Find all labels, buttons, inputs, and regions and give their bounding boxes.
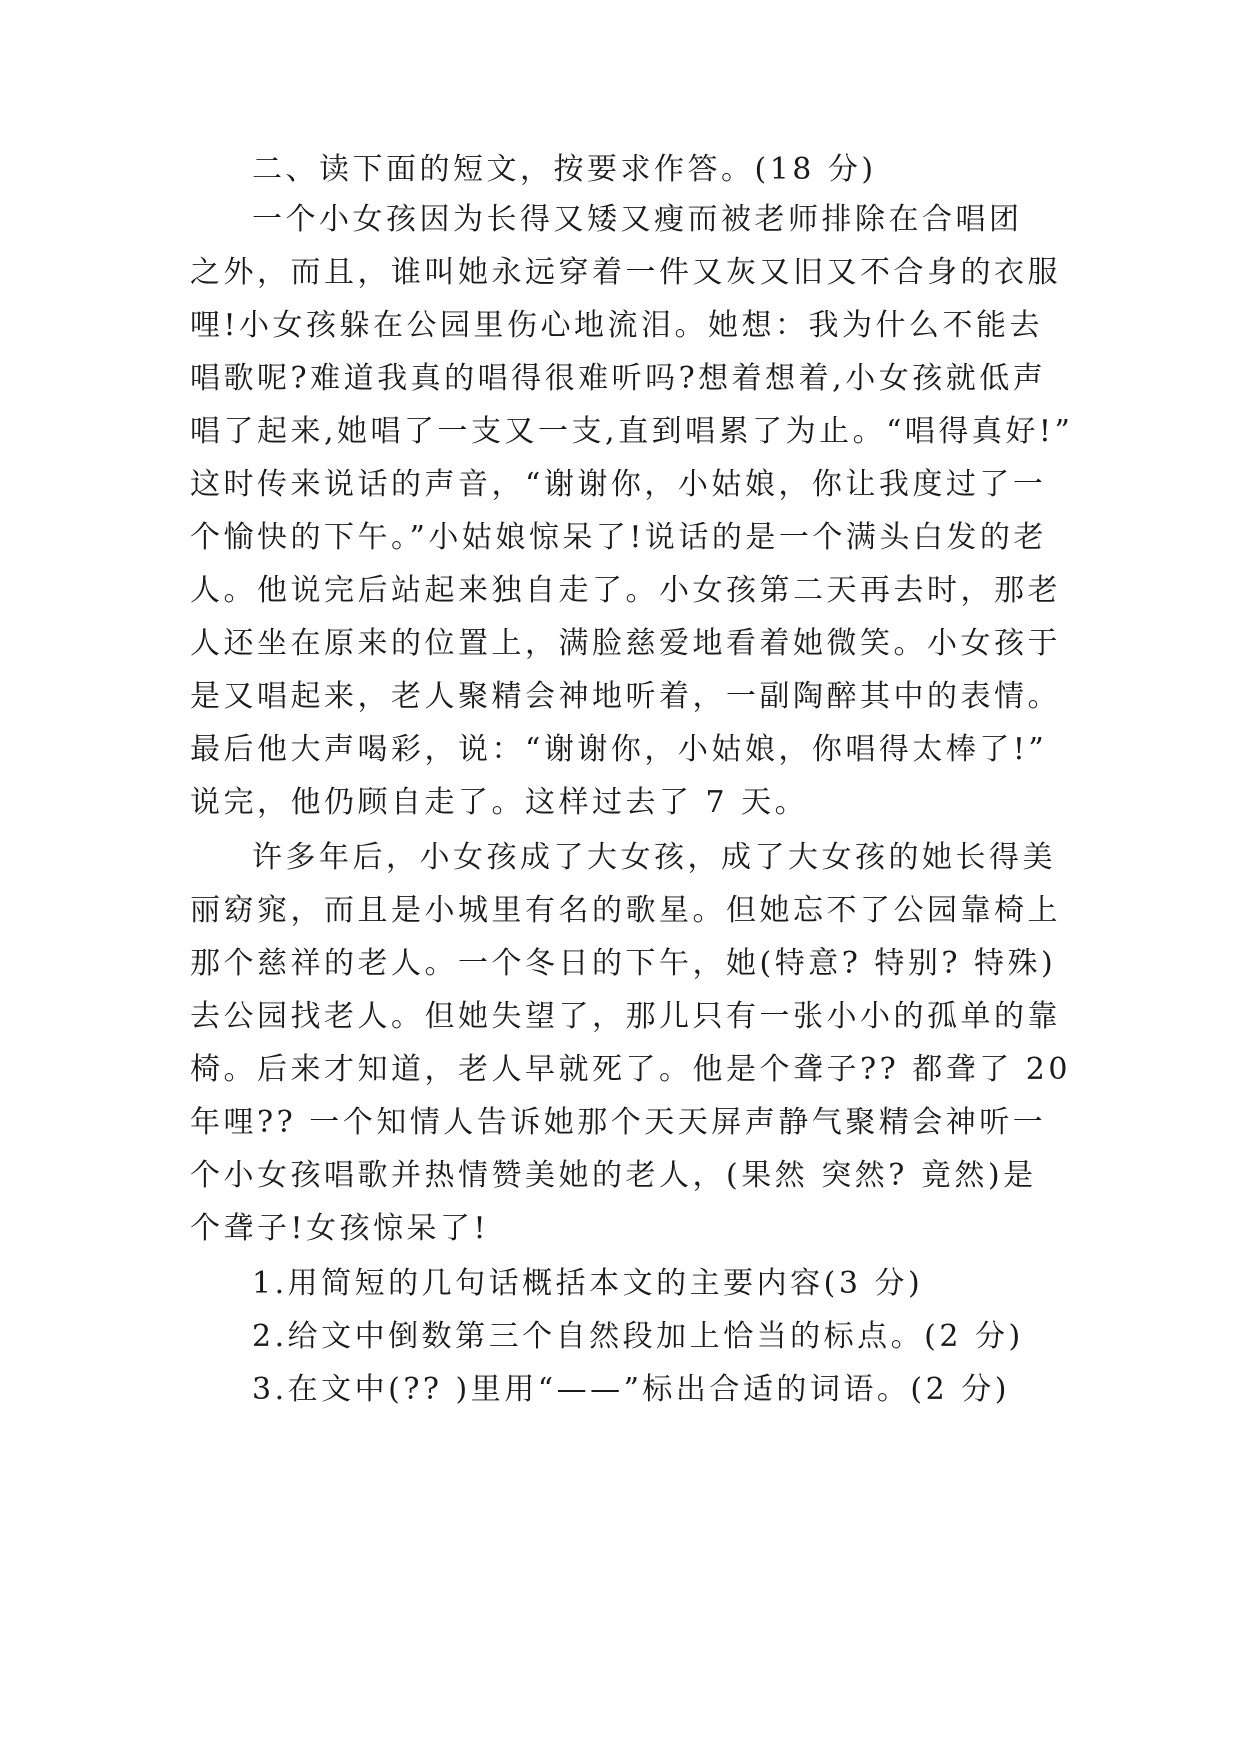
paragraph-1-line: 个愉快的下午。”小姑娘惊呆了!说话的是一个满头白发的老 <box>190 520 1047 555</box>
paragraph-2-line: 那个慈祥的老人。一个冬日的下午，她(特意? 特别? 特殊) <box>190 946 1057 981</box>
paragraph-1-line: 人。他说完后站起来独自走了。小女孩第二天再去时，那老 <box>190 573 1061 608</box>
question-2: 2.给文中倒数第三个自然段加上恰当的标点。(2 分) <box>252 1319 1024 1354</box>
paragraph-2-line: 椅。后来才知道，老人早就死了。他是个聋子?? 都聋了 20 <box>190 1052 1071 1087</box>
paragraph-2-line: 丽窈窕，而且是小城里有名的歌星。但她忘不了公园靠椅上 <box>190 893 1061 928</box>
paragraph-2-line: 许多年后，小女孩成了大女孩，成了大女孩的她长得美 <box>252 840 1056 875</box>
paragraph-1-line: 说完，他仍顾自走了。这样过去了 7 天。 <box>190 785 809 820</box>
paragraph-2-line: 去公园找老人。但她失望了，那儿只有一张小小的孤单的靠 <box>190 999 1061 1034</box>
paragraph-1-line: 之外，而且，谁叫她永远穿着一件又灰又旧又不合身的衣服 <box>190 255 1061 290</box>
paragraph-1-line: 最后他大声喝彩，说：“谢谢你，小姑娘，你唱得太棒了!” <box>190 732 1048 767</box>
paragraph-1-line: 一个小女孩因为长得又矮又瘦而被老师排除在合唱团 <box>252 202 1023 237</box>
paragraph-1-line: 唱歌呢?难道我真的唱得很难听吗?想着想着,小女孩就低声 <box>190 361 1047 396</box>
section-heading: 二、读下面的短文，按要求作答。(18 分) <box>252 152 877 187</box>
paragraph-1-line: 是又唱起来，老人聚精会神地听着，一副陶醉其中的表情。 <box>190 679 1061 714</box>
question-1: 1.用简短的几句话概括本文的主要内容(3 分) <box>252 1266 924 1301</box>
paragraph-1-line: 人还坐在原来的位置上，满脸慈爱地看着她微笑。小女孩于 <box>190 626 1061 661</box>
paragraph-2-line: 个聋子!女孩惊呆了! <box>190 1211 490 1246</box>
question-3: 3.在文中(?? )里用“——”标出合适的词语。(2 分) <box>252 1372 1010 1407</box>
paragraph-1-line: 唱了起来,她唱了一支又一支,直到唱累了为止。“唱得真好!” <box>190 414 1074 449</box>
paragraph-2-line: 年哩?? 一个知情人告诉她那个天天屏声静气聚精会神听一 <box>190 1105 1047 1140</box>
paragraph-1-line: 哩!小女孩躲在公园里伤心地流泪。她想：我为什么不能去 <box>190 308 1044 343</box>
paragraph-2-line: 个小女孩唱歌并热情赞美她的老人，(果然 突然? 竟然)是 <box>190 1158 1037 1193</box>
paragraph-1-line: 这时传来说话的声音，“谢谢你，小姑娘，你让我度过了一 <box>190 467 1047 502</box>
